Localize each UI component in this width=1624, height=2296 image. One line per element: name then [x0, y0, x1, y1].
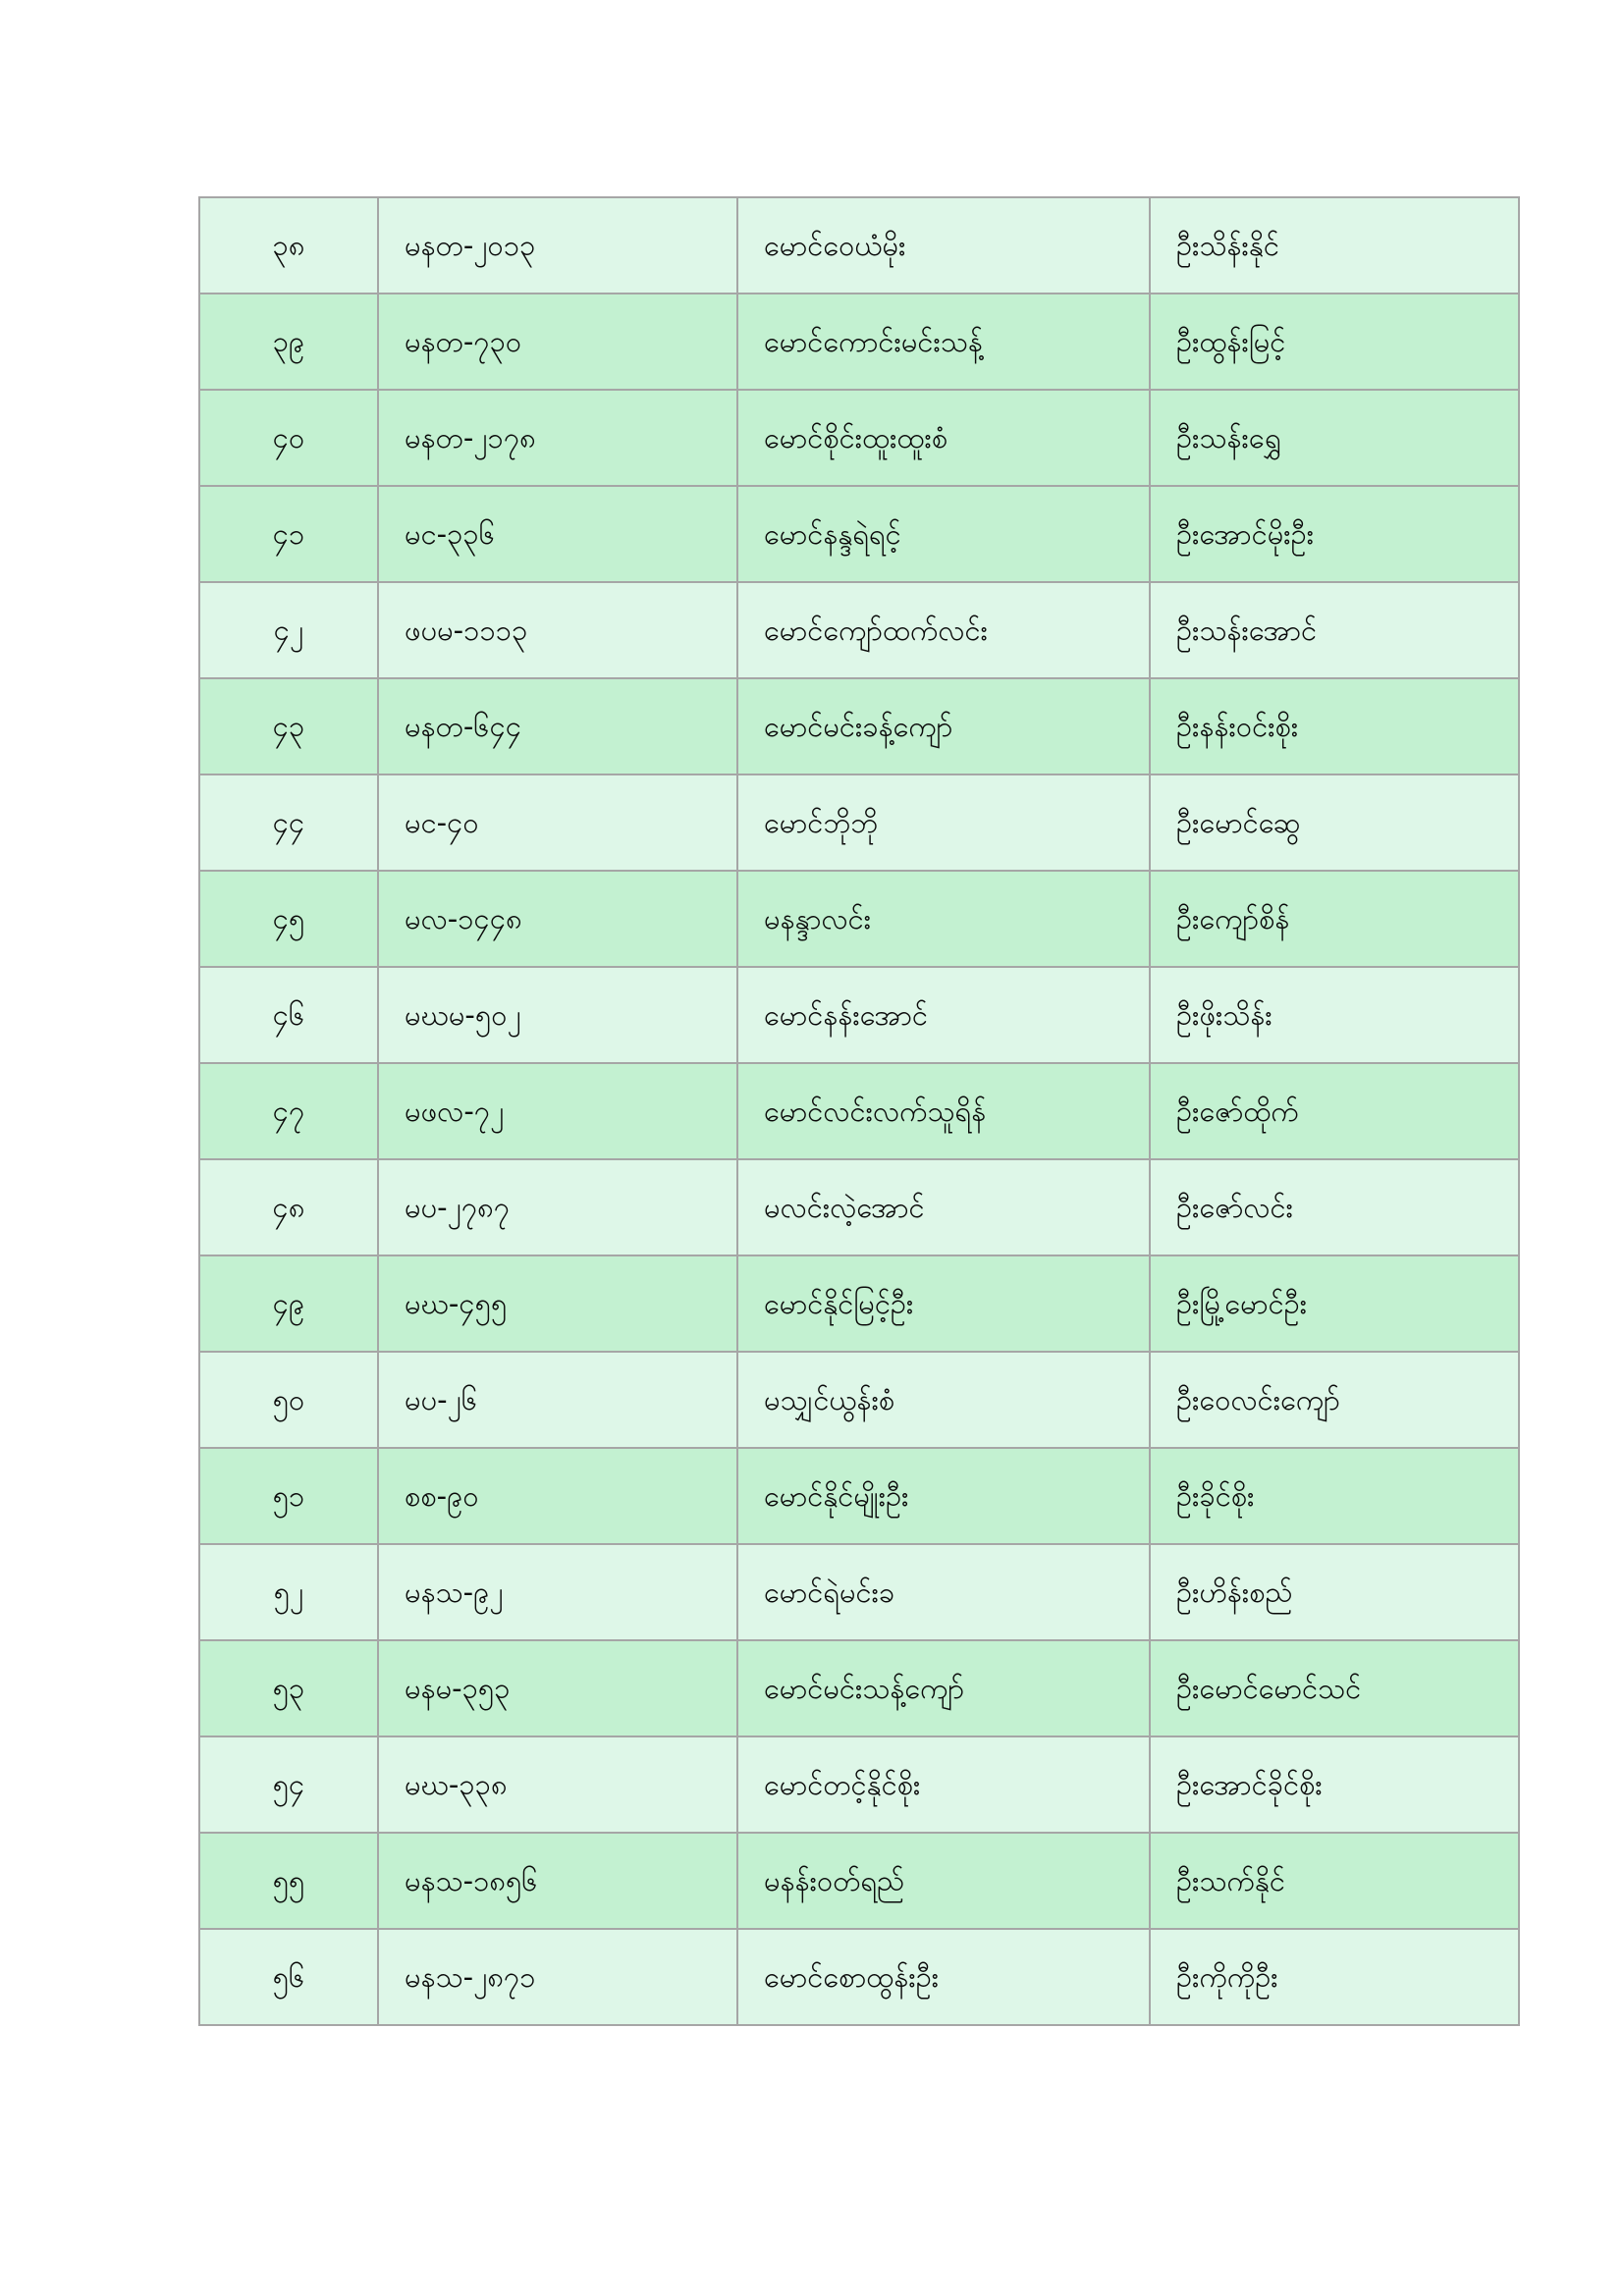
table-row: [199, 1159, 1519, 1255]
cell-name: မလင်းလဲ့အောင်: [737, 1159, 1150, 1255]
cell-name: မောင်မင်းခန့်ကျော်: [737, 678, 1150, 774]
cell-id: မနတ-၂၁၇၈: [378, 390, 737, 486]
cell-father: ဦးဇော်လင်း: [1150, 1159, 1519, 1255]
cell-name: မနန်းဝတ်ရည်: [737, 1833, 1150, 1929]
table-row: [199, 1640, 1519, 1736]
cell-id: မနတ-၆၄၄: [378, 678, 737, 774]
cell-name: မောင်နိုင်မြင့်ဦး: [737, 1255, 1150, 1352]
cell-name: မနန္ဒာလင်း: [737, 871, 1150, 967]
cell-no: ၄၀: [199, 390, 378, 486]
table-row: [199, 871, 1519, 967]
table-row: [199, 1833, 1519, 1929]
table-row: [199, 967, 1519, 1063]
cell-id: မနသ-၂၈၇၁: [378, 1929, 737, 2025]
cell-name: မောင်ကောင်းမင်းသန့်: [737, 294, 1150, 390]
table-row: [199, 1352, 1519, 1448]
cell-father: ဦးကိုကိုဦး: [1150, 1929, 1519, 2025]
cell-no: ၅၀: [199, 1352, 378, 1448]
cell-no: ၅၂: [199, 1544, 378, 1640]
cell-id: မလ-၁၄၄၈: [378, 871, 737, 967]
cell-name: မောင်ကျော်ထက်လင်း: [737, 582, 1150, 678]
cell-father: ဦးသန်းရွှေ: [1150, 390, 1519, 486]
cell-father: ဦးအောင်မိုးဦး: [1150, 486, 1519, 582]
roster-table: [198, 196, 1520, 2026]
cell-father: ဦးထွန်းမြင့်: [1150, 294, 1519, 390]
cell-no: ၃၈: [199, 197, 378, 294]
cell-no: ၄၈: [199, 1159, 378, 1255]
cell-no: ၅၅: [199, 1833, 378, 1929]
cell-name: မောင်ရဲမင်းခ: [737, 1544, 1150, 1640]
table-row: [199, 390, 1519, 486]
cell-no: ၅၁: [199, 1448, 378, 1544]
cell-id: မင-၄၀: [378, 774, 737, 871]
table-row: [199, 678, 1519, 774]
cell-name: မောင်စောထွန်းဦး: [737, 1929, 1150, 2025]
cell-name: မောင်နန္ဒရဲရင့်: [737, 486, 1150, 582]
table-row: [199, 294, 1519, 390]
cell-name: မောင်မင်းသန့်ကျော်: [737, 1640, 1150, 1736]
cell-father: ဦးမောင်ဆွေ: [1150, 774, 1519, 871]
table-row: [199, 582, 1519, 678]
cell-father: ဦးဝေလင်းကျော်: [1150, 1352, 1519, 1448]
cell-father: ဦးသန်းအောင်: [1150, 582, 1519, 678]
cell-no: ၅၃: [199, 1640, 378, 1736]
cell-father: ဦးမြို့မောင်ဦး: [1150, 1255, 1519, 1352]
cell-no: ၅၆: [199, 1929, 378, 2025]
roster-table-body: [199, 197, 1519, 2025]
cell-id: မနတ-၂၀၁၃: [378, 197, 737, 294]
cell-id: မနတ-၇၃၀: [378, 294, 737, 390]
cell-id: မပ-၂၇၈၇: [378, 1159, 737, 1255]
table-row: [199, 774, 1519, 871]
cell-no: ၄၂: [199, 582, 378, 678]
cell-father: ဦးဇော်ထိုက်: [1150, 1063, 1519, 1159]
table-row: [199, 486, 1519, 582]
cell-id: ဖပမ-၁၁၁၃: [378, 582, 737, 678]
table-row: [199, 1544, 1519, 1640]
cell-father: ဦးခိုင်စိုး: [1150, 1448, 1519, 1544]
cell-no: ၃၉: [199, 294, 378, 390]
cell-id: မဃ-၄၅၅: [378, 1255, 737, 1352]
cell-no: ၄၁: [199, 486, 378, 582]
cell-father: ဦးနန်းဝင်းစိုး: [1150, 678, 1519, 774]
cell-father: ဦးသက်နိုင်: [1150, 1833, 1519, 1929]
table-row: [199, 1448, 1519, 1544]
cell-no: ၄၉: [199, 1255, 378, 1352]
cell-father: ဦးဟိန်းစည်: [1150, 1544, 1519, 1640]
cell-name: မောင်စိုင်းထူးထူးစံ: [737, 390, 1150, 486]
cell-father: ဦးဖိုးသိန်း: [1150, 967, 1519, 1063]
cell-id: မဃမ-၅၀၂: [378, 967, 737, 1063]
cell-no: ၄၄: [199, 774, 378, 871]
cell-name: မောင်နိုင်မျိုးဦး: [737, 1448, 1150, 1544]
cell-name: မောင်ဘိုဘို: [737, 774, 1150, 871]
cell-name: မောင်တင့်နိုင်စိုး: [737, 1736, 1150, 1833]
table-row: [199, 1929, 1519, 2025]
cell-id: မဖလ-၇၂: [378, 1063, 737, 1159]
table-row: [199, 1736, 1519, 1833]
table-row: [199, 1255, 1519, 1352]
cell-id: မင-၃၃၆: [378, 486, 737, 582]
cell-name: မသျှင်ယွန်းစံ: [737, 1352, 1150, 1448]
cell-father: ဦးကျော်စိန်: [1150, 871, 1519, 967]
cell-id: စစ-၉၀: [378, 1448, 737, 1544]
cell-father: ဦးသိန်းနိုင်: [1150, 197, 1519, 294]
cell-id: မပ-၂၆: [378, 1352, 737, 1448]
table-row: [199, 197, 1519, 294]
cell-father: ဦးအောင်ခိုင်စိုး: [1150, 1736, 1519, 1833]
cell-no: ၅၄: [199, 1736, 378, 1833]
cell-name: မောင်လင်းလက်သူရိန်: [737, 1063, 1150, 1159]
cell-id: မနမ-၃၅၃: [378, 1640, 737, 1736]
cell-name: မောင်ဝေယံမိုး: [737, 197, 1150, 294]
cell-id: မနသ-၁၈၅၆: [378, 1833, 737, 1929]
cell-no: ၄၅: [199, 871, 378, 967]
cell-id: မဃ-၃၃၈: [378, 1736, 737, 1833]
cell-name: မောင်နန်းအောင်: [737, 967, 1150, 1063]
cell-id: မနသ-၉၂: [378, 1544, 737, 1640]
table-row: [199, 1063, 1519, 1159]
cell-no: ၄၆: [199, 967, 378, 1063]
cell-no: ၄၃: [199, 678, 378, 774]
cell-father: ဦးမောင်မောင်သင်: [1150, 1640, 1519, 1736]
cell-no: ၄၇: [199, 1063, 378, 1159]
